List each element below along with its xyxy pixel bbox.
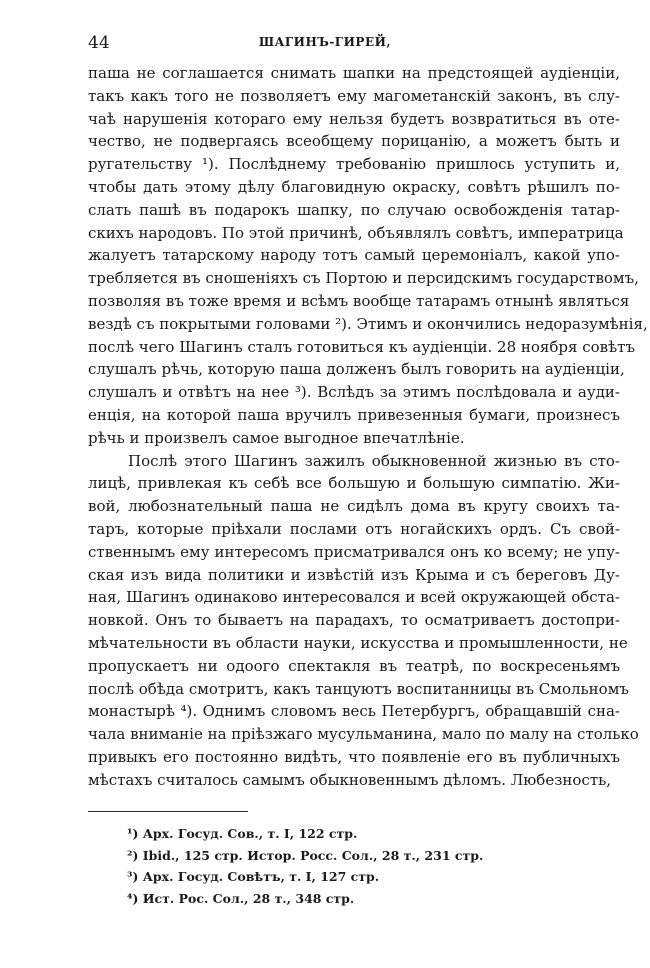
paragraph (88, 62, 648, 450)
text-line: рѣчь и произвелъ самое выгодное впечатлѣніе. (88, 428, 465, 447)
text-line: слушалъ рѣчь, которую паша долженъ былъ говорить на аудіенціи, (88, 360, 625, 379)
text-line: енція, на которой паша вручилъ привезенныя бумаги, произнесъ (88, 405, 620, 424)
text-line: таръ, которые пріѣхали послами отъ ногайскихъ ордъ. Съ свой- (88, 519, 620, 538)
text-line: мѣчательности въ области науки, искусства и промышленности, не (88, 633, 628, 652)
text-line: послѣ обѣда смотритъ, какъ танцуютъ воспитанницы въ Смольномъ (88, 679, 629, 698)
text-line: ственнымъ ему интересомъ присматривался онъ ко всему; не упу- (88, 542, 620, 561)
footnote-divider (88, 811, 248, 812)
text-line: чество, не подвергаясь всеобщему порицанію, а можетъ быть и (88, 132, 620, 151)
page-number: 44 (88, 33, 110, 53)
text-line: ругательству ¹). Послѣднему требованію пришлось уступить и, (88, 155, 620, 174)
text-line: слать пашѣ въ подарокъ шапку, по случаю освобожденія татар- (88, 200, 620, 219)
footnote: ¹) Арх. Госуд. Сов., т. I, 122 стр. (127, 826, 358, 841)
text-line: такъ какъ того не позволяетъ ему магометанскій законъ, въ слу- (88, 86, 620, 105)
text-line: паша не соглашается снимать шапки на предстоящей аудіенціи, (88, 64, 620, 82)
text-line: вездѣ съ покрытыми головами ²). Этимъ и окончились недоразумѣнія, (88, 314, 648, 333)
text-line: позволяя въ тоже время и всѣмъ вообще татарамъ отнынѣ являться (88, 291, 630, 310)
text-line: монастырѣ ⁴). Однимъ словомъ весь Петербургъ, обращавшій сна- (88, 702, 620, 721)
body-text (88, 62, 648, 792)
running-title: ШАГИНЪ-ГИРЕЙ, (258, 35, 392, 49)
text-line: чала вниманіе на пріѣзжаго мусульманина, мало по малу на столько (88, 725, 639, 744)
text-line: слушалъ и отвѣтъ на нее ³). Вслѣдъ за этимъ послѣдовала и ауди- (88, 383, 620, 402)
text-line: чтобы дать этому дѣлу благовидную окраску, совѣтъ рѣшилъ по- (88, 177, 620, 196)
text-line: ная, Шагинъ одинаково интересовался и всей окружающей обста- (88, 588, 620, 607)
footnotes (127, 823, 483, 910)
text-line: чаѣ нарушенія котораго ему нельзя будетъ возвратиться въ оте- (88, 109, 620, 128)
text-line: лицѣ, привлекая къ себѣ все большую и большую симпатію. Жи- (88, 474, 620, 493)
text-line: послѣ чего Шагинъ сталъ готовиться къ аудіенціи. 28 ноября совѣтъ (88, 337, 636, 356)
text-line: привыкъ его постоянно видѣть, что появленіе его въ публичныхъ (88, 747, 620, 766)
text-line: пропускаетъ ни одоого спектакля въ театрѣ, по воскресеньямъ (88, 656, 620, 675)
paragraph (88, 450, 639, 792)
text-line: жалуетъ татарскому народу тотъ самый церемоніалъ, какой упо- (88, 246, 620, 265)
text-line: скихъ народовъ. По этой причинѣ, объявлялъ совѣтъ, императрица (88, 223, 624, 242)
text-line: требляется въ сношеніяхъ съ Портою и персидскимъ государствомъ, (88, 269, 639, 288)
text-line: мѣстахъ считалось самымъ обыкновеннымъ дѣломъ. Любезность, (88, 770, 612, 789)
text-line: вой, любознательный паша не сидѣлъ дома въ кругу своихъ та- (88, 497, 620, 516)
footnote: ²) Ibid., 125 стр. Истор. Росс. Сол., 28 т., 231 стр. (127, 847, 484, 863)
text-line: ская изъ вида политики и извѣстій изъ Крыма и съ береговъ Ду- (88, 565, 620, 584)
text-line: Послѣ этого Шагинъ зажилъ обыкновенной жизнью въ сто- (128, 451, 620, 470)
text-line: новкой. Онъ то бываетъ на парадахъ, то осматриваетъ достопри- (88, 611, 620, 630)
footnote: ⁴) Ист. Рос. Сол., 28 т., 348 стр. (127, 891, 355, 907)
footnote: ³) Арх. Госуд. Совѣтъ, т. I, 127 стр. (127, 869, 380, 885)
